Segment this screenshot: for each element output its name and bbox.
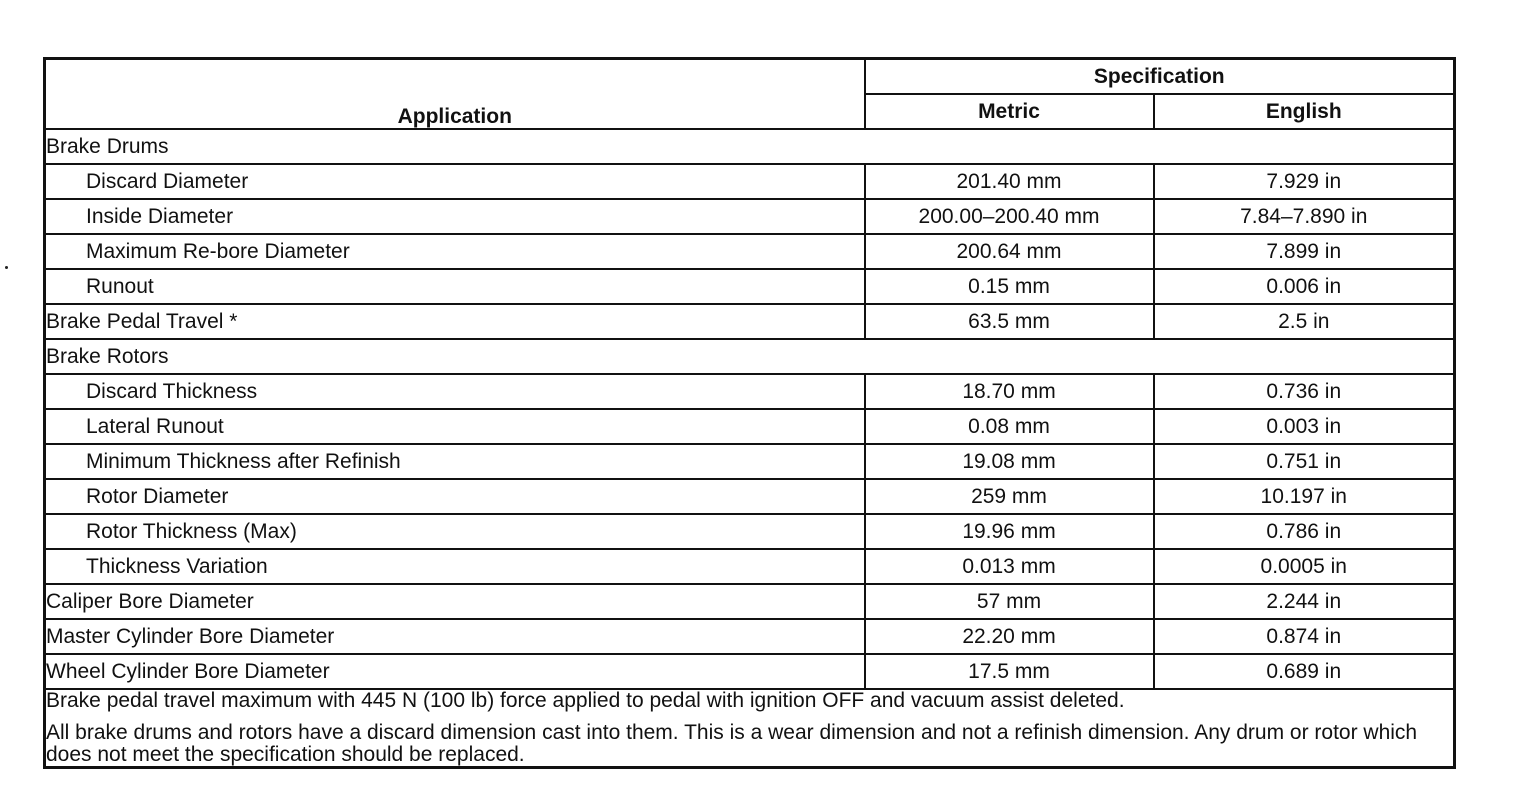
- metric-cell: 0.013 mm: [865, 549, 1154, 584]
- section-row: [45, 339, 1455, 374]
- table-row: [45, 234, 1455, 269]
- note-discard-dimension: All brake drums and rotors have a discard dimension cast into them. This is a wear dimension and not a refinish dimension. Any drum or rotor which does not meet the specification should be replaced.: [46, 721, 1418, 766]
- application-cell: Wheel Cylinder Bore Diameter: [45, 654, 865, 689]
- metric-column-header: Metric: [865, 94, 1154, 129]
- english-cell: 0.006 in: [1154, 269, 1455, 304]
- specification-table: [43, 57, 1456, 769]
- english-cell: 7.929 in: [1154, 164, 1455, 199]
- metric-cell: 259 mm: [865, 479, 1154, 514]
- header-row-top: [45, 59, 1455, 95]
- metric-cell: 0.15 mm: [865, 269, 1154, 304]
- english-cell: 0.751 in: [1154, 444, 1455, 479]
- application-cell: Thickness Variation: [45, 549, 865, 584]
- metric-cell: 19.96 mm: [865, 514, 1154, 549]
- application-cell: Inside Diameter: [45, 199, 865, 234]
- metric-cell: 200.64 mm: [865, 234, 1154, 269]
- application-cell: Rotor Diameter: [45, 479, 865, 514]
- table-row: [45, 654, 1455, 689]
- application-cell: Maximum Re-bore Diameter: [45, 234, 865, 269]
- section-label: Brake Rotors: [45, 339, 1455, 374]
- english-cell: 10.197 in: [1154, 479, 1455, 514]
- english-cell: 2.244 in: [1154, 584, 1455, 619]
- metric-cell: 19.08 mm: [865, 444, 1154, 479]
- table-row: [45, 304, 1455, 339]
- table-row: [45, 164, 1455, 199]
- english-cell: 0.786 in: [1154, 514, 1455, 549]
- specification-column-header: Specification: [865, 59, 1455, 95]
- english-cell: 0.689 in: [1154, 654, 1455, 689]
- english-cell: 0.0005 in: [1154, 549, 1455, 584]
- english-cell: 0.874 in: [1154, 619, 1455, 654]
- application-column-header: Application: [45, 59, 865, 130]
- table-row: [45, 619, 1455, 654]
- table-row: [45, 514, 1455, 549]
- application-cell: Discard Diameter: [45, 164, 865, 199]
- table-row: [45, 479, 1455, 514]
- metric-cell: 17.5 mm: [865, 654, 1154, 689]
- metric-cell: 57 mm: [865, 584, 1154, 619]
- notes-cell: [45, 689, 1455, 768]
- english-cell: 7.84–7.890 in: [1154, 199, 1455, 234]
- metric-cell: 200.00–200.40 mm: [865, 199, 1154, 234]
- application-cell: Master Cylinder Bore Diameter: [45, 619, 865, 654]
- english-cell: 0.003 in: [1154, 409, 1455, 444]
- section-row: [45, 129, 1455, 164]
- note-pedal-travel: Brake pedal travel maximum with 445 N (100 lb) force applied to pedal with ignition OFF and vacuum assist deleted.: [46, 689, 1125, 712]
- english-column-header: English: [1154, 94, 1455, 129]
- application-cell: Discard Thickness: [45, 374, 865, 409]
- table-row: [45, 549, 1455, 584]
- application-cell: Lateral Runout: [45, 409, 865, 444]
- metric-cell: 0.08 mm: [865, 409, 1154, 444]
- application-cell: Minimum Thickness after Refinish: [45, 444, 865, 479]
- application-cell: Brake Pedal Travel *: [45, 304, 865, 339]
- english-cell: 0.736 in: [1154, 374, 1455, 409]
- table-row: [45, 269, 1455, 304]
- application-cell: Runout: [45, 269, 865, 304]
- section-label: Brake Drums: [45, 129, 1455, 164]
- table-header: [45, 59, 1455, 130]
- table-row: [45, 584, 1455, 619]
- table-row: [45, 444, 1455, 479]
- metric-cell: 18.70 mm: [865, 374, 1154, 409]
- metric-cell: 63.5 mm: [865, 304, 1154, 339]
- metric-cell: 201.40 mm: [865, 164, 1154, 199]
- english-cell: 2.5 in: [1154, 304, 1455, 339]
- english-cell: 7.899 in: [1154, 234, 1455, 269]
- table-row: [45, 409, 1455, 444]
- table-row: [45, 374, 1455, 409]
- application-cell: Rotor Thickness (Max): [45, 514, 865, 549]
- table-row: [45, 199, 1455, 234]
- application-cell: Caliper Bore Diameter: [45, 584, 865, 619]
- metric-cell: 22.20 mm: [865, 619, 1154, 654]
- notes-row: [45, 689, 1455, 768]
- table-body: [45, 129, 1455, 689]
- stray-dot-mark: [5, 266, 8, 269]
